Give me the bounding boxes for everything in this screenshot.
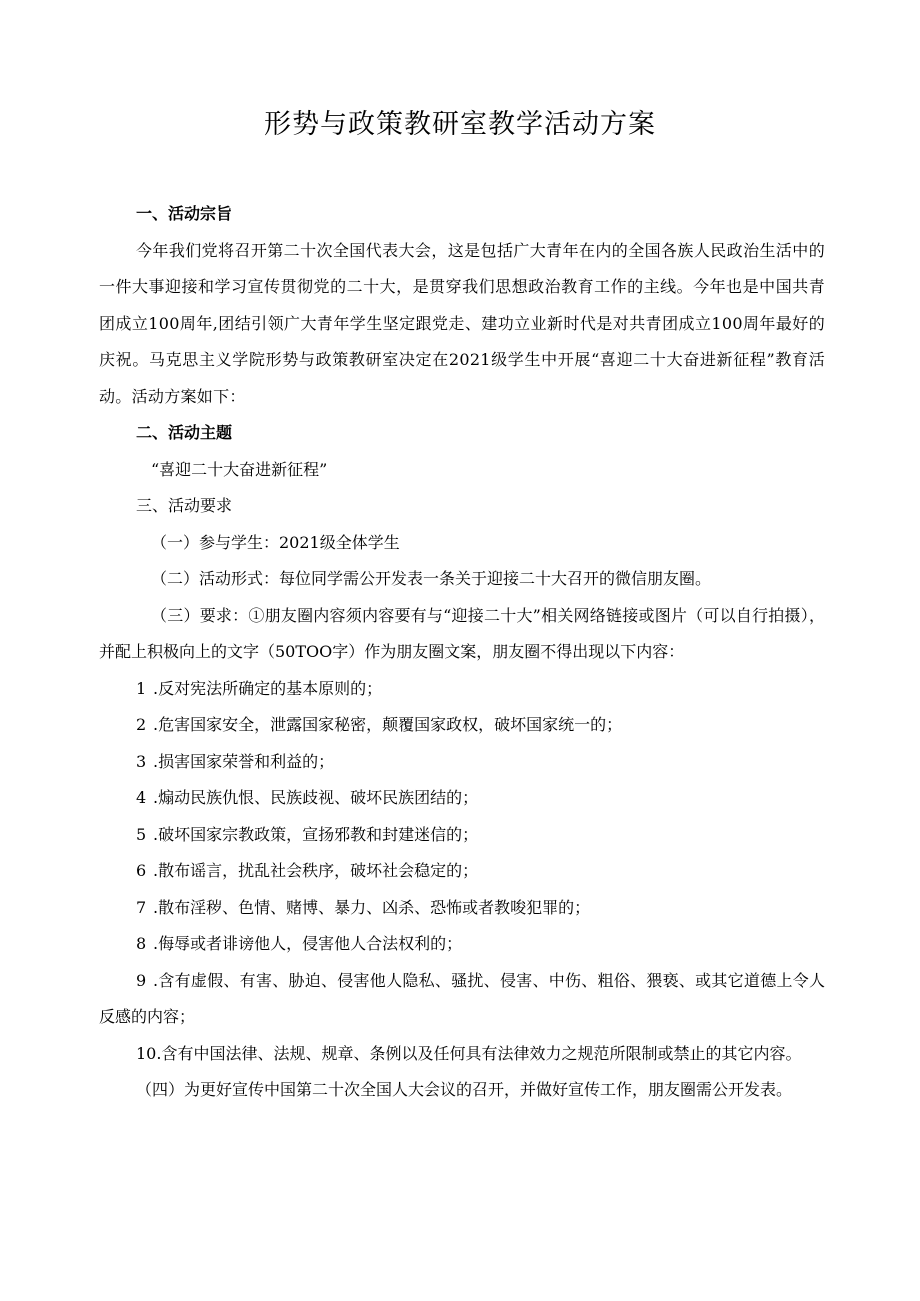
list-item-text: .破坏国家宗教政策，宣扬邪教和封建迷信的；: [153, 824, 479, 844]
list-item: [99, 707, 825, 744]
list-item-text: .损害国家荣誉和利益的；: [153, 751, 335, 771]
list-item: [99, 780, 825, 817]
list-item-text: .侮辱或者诽谤他人，侵害他人合法权利的；: [153, 934, 463, 953]
section-heading-purpose: 一、活动宗旨: [136, 204, 233, 223]
list-item-number: 8: [136, 934, 147, 953]
list-item-number: 3: [136, 751, 147, 771]
list-item: [99, 744, 825, 781]
list-item-number: 5: [136, 824, 147, 844]
list-item: [99, 926, 825, 963]
requirement-participants: （一）参与学生：2021级全体学生: [151, 532, 400, 552]
list-item-number: 1: [136, 678, 147, 698]
requirement-publicity: （四）为更好宣传中国第二十次全国人大会议的召开，并做好宣传工作，朋友圈需公开发表。: [136, 1080, 793, 1099]
list-item: [99, 853, 825, 890]
list-item-text: .反对宪法所确定的基本原则的；: [153, 678, 383, 698]
list-item: [99, 817, 825, 854]
page-title: 形势与政策教研室教学活动方案: [264, 109, 656, 140]
section-body-theme: “喜迎二十大奋进新征程”: [151, 459, 328, 479]
list-item-text: .煽动民族仇恨、民族歧视、破坏民族团结的；: [153, 788, 479, 807]
section-heading-theme: 二、活动主题: [136, 423, 233, 442]
list-item-number: 7: [136, 897, 147, 917]
list-item-text: .散布谣言，扰乱社会秩序，破坏社会稳定的；: [153, 861, 479, 880]
list-item: [99, 671, 825, 708]
list-item-text: .危害国家安全，泄露国家秘密，颠覆国家政权，破坏国家统一的；: [153, 715, 623, 734]
section-body-purpose: 今年我们党将召开第二十次全国代表大会，这是包括广大青年在内的全国各族人民政治生活中的一件大事迎接和学习宣传贯彻党的二十大，是贯穿我们思想政治教育工作的主线。今年也是中国共青团成立100周年,团结引领广大青年学生坚定跟党走、建功立业新时代是对共青团成立100周年最好的庆祝。马克思主义学院形势与政策教研室决定在2021级学生中开展“喜迎二十大奋进新征程”教育活动。活动方案如下：: [99, 240, 825, 406]
list-item-number: 6: [136, 861, 147, 880]
list-item-number: 2: [136, 715, 147, 734]
list-item: [99, 963, 825, 1036]
list-item-text: .散布淫秽、色情、赌博、暴力、凶杀、恐怖或者教唆犯罪的；: [153, 897, 591, 917]
section-heading-requirements: 三、活动要求: [136, 496, 233, 515]
list-item-number: 9: [136, 970, 147, 990]
list-item-10: 10.含有中国法律、法规、规章、条例以及任何具有法律效力之规范所限制或禁止的其它内容。: [136, 1043, 802, 1063]
list-item: [99, 890, 825, 927]
requirement-content: （三）要求：①朋友圈内容须内容要有与“迎接二十大”相关网络链接或图片（可以自行拍摄），并配上积极向上的文字（50TOO字）作为朋友圈文案，朋友圈不得出现以下内容：: [99, 605, 825, 661]
list-item-text: .含有虚假、有害、胁迫、侵害他人隐私、骚扰、侵害、中伤、粗俗、猥亵、或其它道德上令人反感的内容；: [99, 970, 825, 1026]
document-body: [99, 196, 825, 1109]
requirement-format: （二）活动形式：每位同学需公开发表一条关于迎接二十大召开的微信朋友圈。: [151, 569, 712, 588]
list-item-number: 4: [136, 788, 147, 807]
